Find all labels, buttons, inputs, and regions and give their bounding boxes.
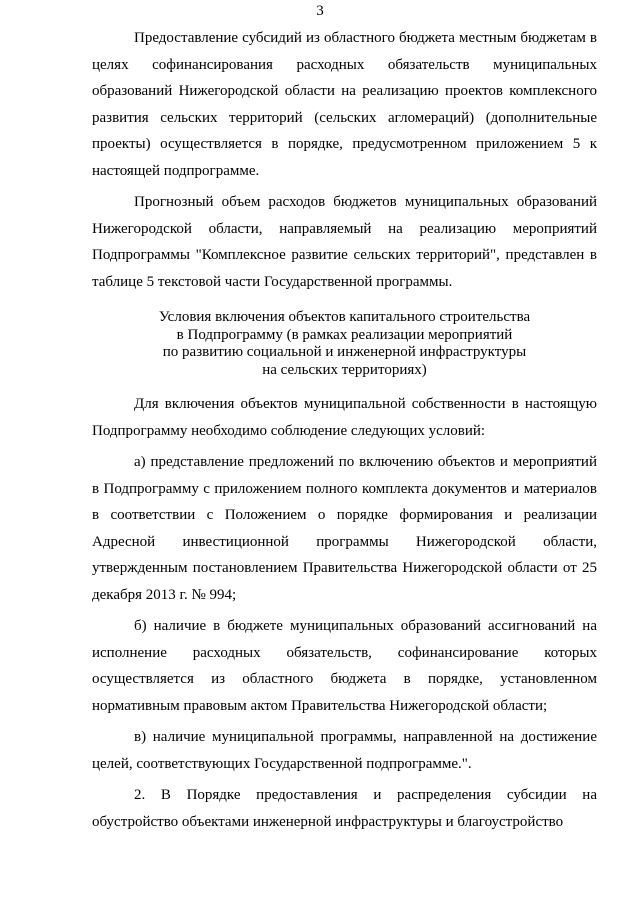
paragraph-condition-b: б) наличие в бюджете муниципальных образований ассигнований на исполнение расходных обязательств, софинансирование которых осуществляется из областного бюджета в порядке, установленном нормативным правовым актом Правительства Нижегородской области; [92, 618, 597, 714]
section-heading [92, 309, 597, 379]
heading-line: на сельских территориях) [262, 361, 427, 378]
paragraph-item-2: 2. В Порядке предоставления и распределения субсидии на обустройство объектами инженерной инфраструктуры и благоустройство [92, 787, 597, 830]
paragraph-condition-a: а) представление предложений по включению объектов и мероприятий в Подпрограмму с приложением полного комплекта документов и материалов в соответствии с Положением о порядке формирования и реализации Адресной инвестиционной программы Нижегородской области, утвержденным постановлением Правительства Нижегородской области от 25 декабря 2013 г. № 994; [92, 454, 597, 603]
heading-line: по развитию социальной и инженерной инфраструктуры [162, 344, 527, 360]
paragraph-inclusion-conditions: Для включения объектов муниципальной собственности в настоящую Подпрограмму необходимо соблюдение следующих условий: [92, 396, 597, 439]
paragraph-condition-c: в) наличие муниципальной программы, направленной на достижение целей, соответствующих Государственной подпрограмме.". [92, 729, 597, 772]
paragraph-forecast-expenses: Прогнозный объем расходов бюджетов муниципальных образований Нижегородской области, направляемый на реализацию мероприятий Подпрограммы "Комплексное развитие сельских территорий", представлен в таблице 5 текстовой части Государственной программы. [92, 194, 597, 290]
heading-line: Условия включения объектов капитального строительства [158, 309, 531, 325]
heading-line: в Подпрограмму (в рамках реализации мероприятий [176, 326, 513, 343]
document-body [92, 25, 597, 840]
page-number: 3 [316, 3, 324, 19]
paragraph-subsidy-provision: Предоставление субсидий из областного бюджета местным бюджетам в целях софинансирования расходных обязательств муниципальных образований Нижегородской области на реализацию проектов комплексного развития сельских территорий (сельских агломераций) (дополнительные проекты) осуществляется в порядке, предусмотренном приложением 5 к настоящей подпрограмме. [92, 30, 597, 179]
